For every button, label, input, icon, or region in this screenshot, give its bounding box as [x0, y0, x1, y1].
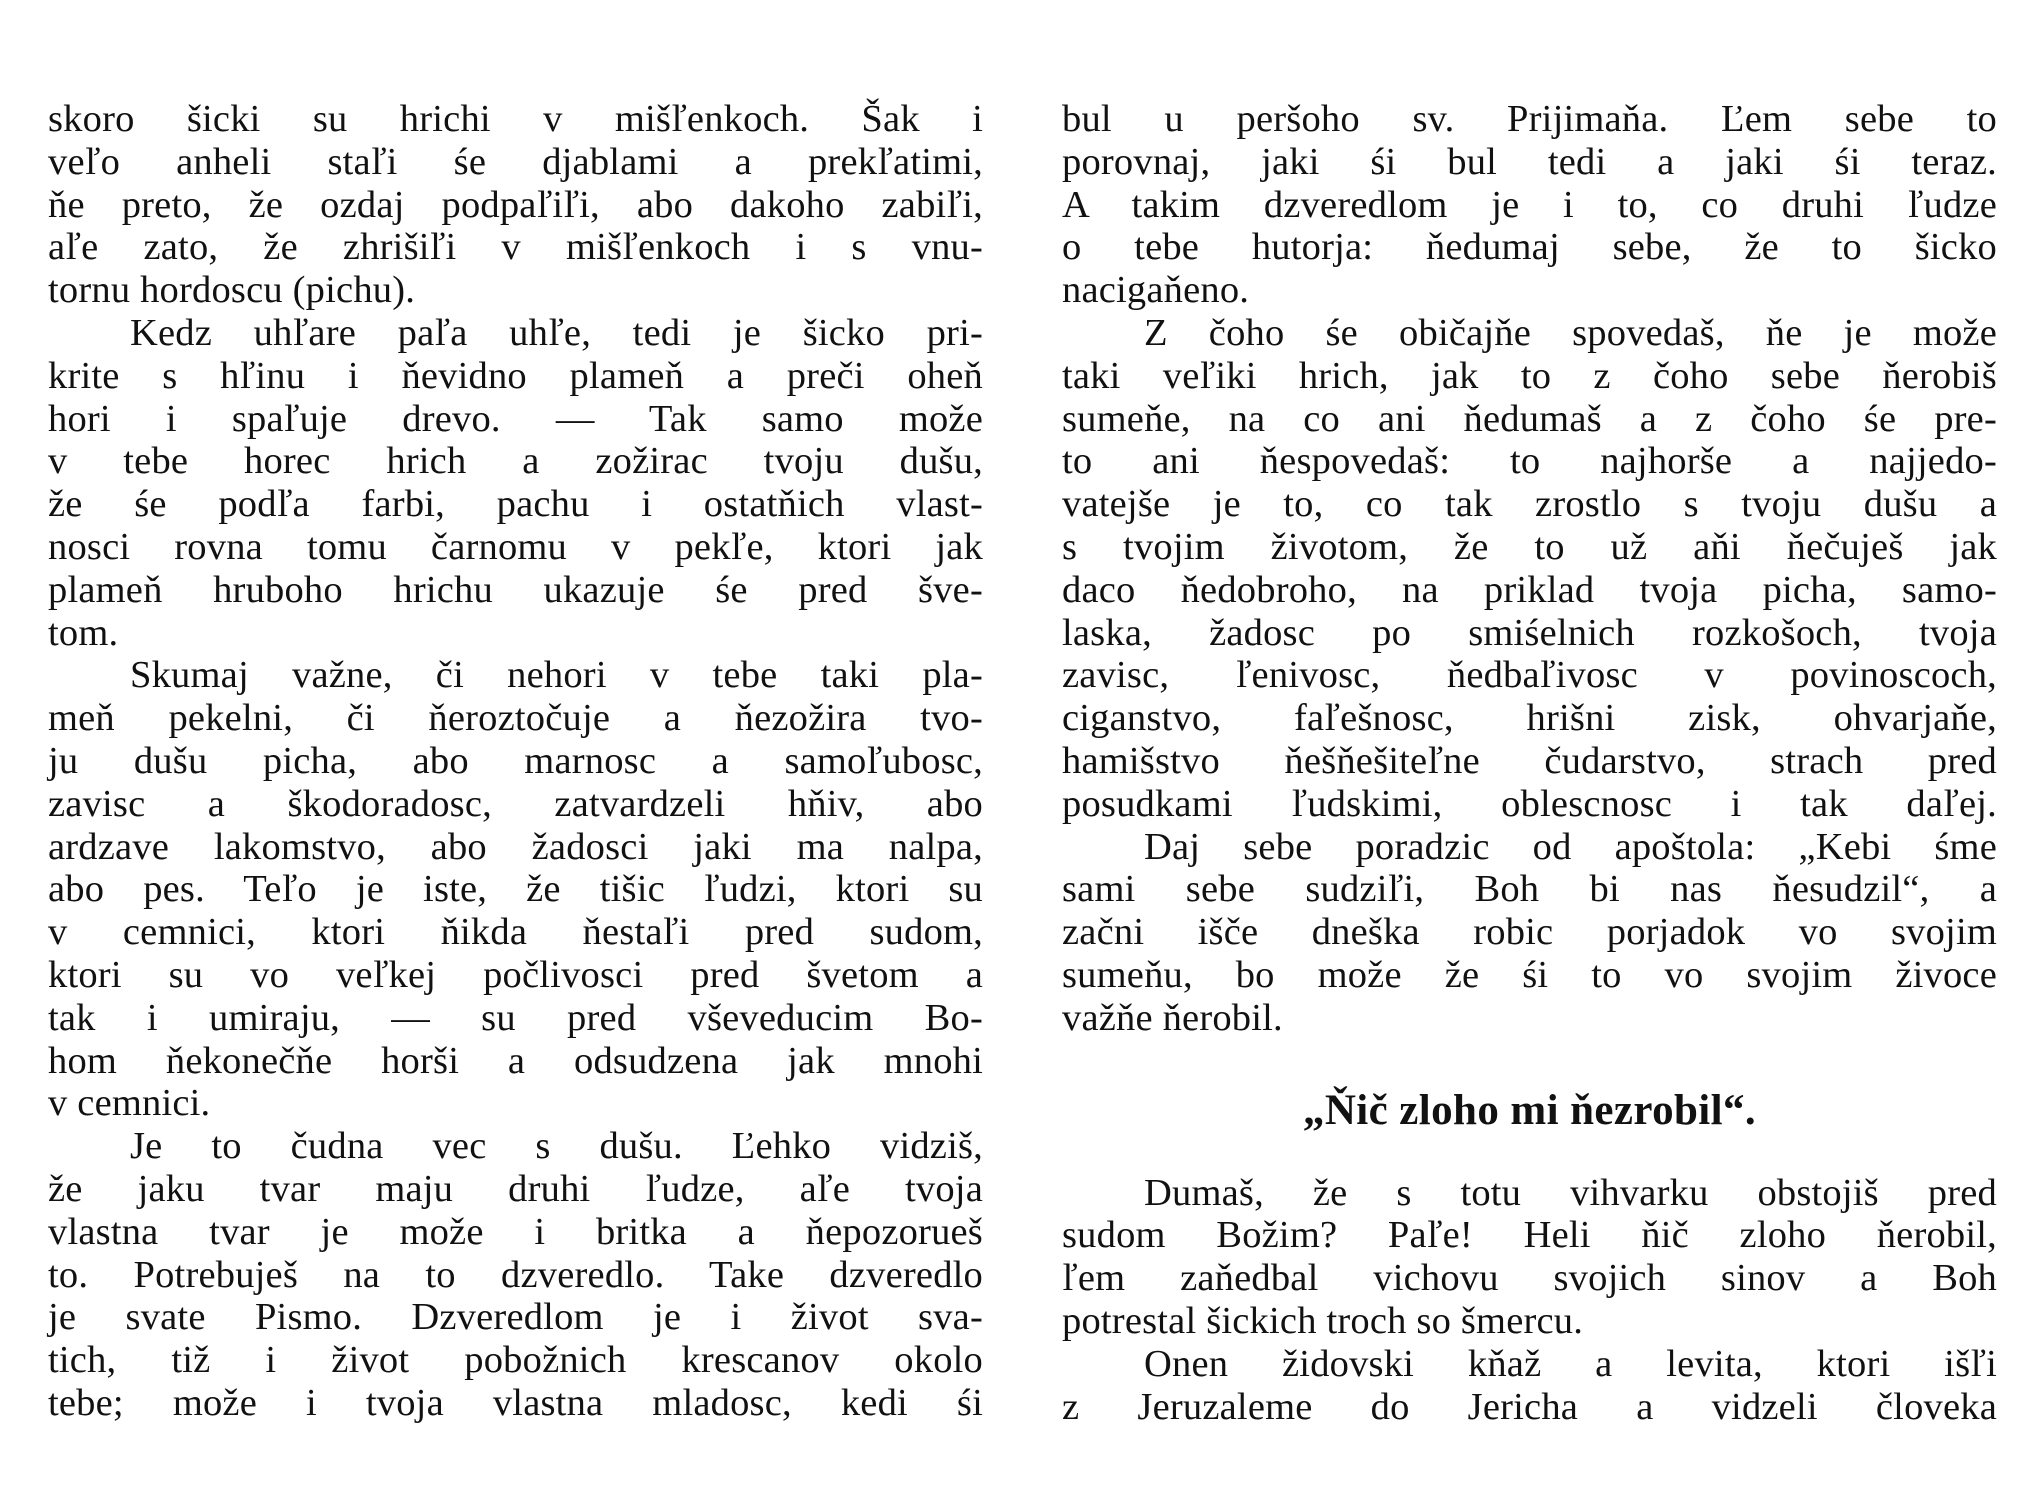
- text-line: je svate Pismo. Dzveredlom je i život sva-: [48, 1296, 983, 1339]
- text-line: sami sebe sudziľi, Boh bi nas ňesudzil“, a: [1062, 868, 1997, 911]
- text-line: o tebe hutorja: ňedumaj sebe, že to šicko: [1062, 226, 1997, 269]
- text-line: aľe zato, že zhrišiľi v mišľenkoch i s vnu-: [48, 226, 983, 269]
- text-line: nosci rovna tomu čarnomu v pekľe, ktori jak: [48, 525, 983, 568]
- text-line: ciganstvo, faľešnosc, hrišni zisk, ohvarjaňe,: [1062, 697, 1997, 740]
- text-line: ktori su vo veľkej počlivosci pred švetom a: [48, 953, 983, 996]
- text-line: nacigaňeno.: [1062, 269, 1250, 312]
- text-line: začni išče dneška robic porjadok vo svojim: [1062, 911, 1997, 954]
- text-line: tak i umiraju, — su pred vševeducim Bo-: [48, 996, 983, 1039]
- text-line: plameň hruboho hrichu ukazuje śe pred šve-: [48, 568, 983, 611]
- text-line: Z čoho śe običajňe spovedaš, ňe je može: [1144, 311, 1997, 354]
- text-line: z Jeruzaleme do Jericha a vidzeli človeka: [1062, 1385, 1997, 1428]
- text-line: skoro šicki su hrichi v mišľenkoch. Šak i: [48, 98, 983, 140]
- text-line: vlastna tvar je može i britka a ňepozorueš: [48, 1210, 983, 1253]
- text-line: tich, tiž i život pobožnich krescanov okolo: [48, 1339, 983, 1382]
- text-line: tornu hordoscu (pichu).: [48, 269, 416, 312]
- text-line: Daj sebe poradzic od apoštola: „Kebi śme: [1144, 825, 1997, 868]
- text-line: v tebe horec hrich a zožirac tvoju dušu,: [48, 440, 983, 483]
- spacer: [1062, 1040, 1997, 1084]
- text-line: krite s hľinu i ňevidno plameň a preči oheň: [48, 354, 983, 397]
- text-line: sumeňe, na co ani ňedumaš a z čoho śe pre-: [1062, 397, 1997, 440]
- text-line: A takim dzveredlom je i to, co druhi ľudze: [1062, 183, 1997, 226]
- text-line: porovnaj, jaki śi bul tedi a jaki śi teraz.: [1062, 140, 1997, 183]
- text-line: zavisc a škodoradosc, zatvardzeli hňiv, abo: [48, 782, 983, 825]
- text-line: tebe; može i tvoja vlastna mladosc, kedi śi: [48, 1381, 983, 1424]
- text-line: hom ňekonečňe horši a odsudzena jak mnohi: [48, 1039, 983, 1082]
- text-line: Je to čudna vec s dušu. Ľehko vidziš,: [130, 1125, 983, 1168]
- text-line: važňe ňerobil.: [1062, 996, 1283, 1039]
- text-line: ju dušu picha, abo marnosc a samoľubosc,: [48, 739, 983, 782]
- left-column: [48, 98, 983, 1425]
- text-line: bul u peršoho sv. Prijimaňa. Ľem sebe to: [1062, 98, 1997, 140]
- text-line: ňe preto, že ozdaj podpaľiľi, abo dakoho zabiľi,: [48, 183, 983, 226]
- text-line: ardzave lakomstvo, abo žadosci jaki ma nalpa,: [48, 825, 983, 868]
- text-line: v cemnici, ktori ňikda ňestaľi pred sudom,: [48, 911, 983, 954]
- text-line: tom.: [48, 611, 119, 654]
- spacer: [1062, 1138, 1997, 1172]
- text-line: hamišstvo ňešňešiteľne čudarstvo, strach pred: [1062, 739, 1997, 782]
- text-line: taki veľiki hrich, jak to z čoho sebe ňerobiš: [1062, 354, 1997, 397]
- text-line: potrestal šickich troch so šmercu.: [1062, 1299, 1584, 1342]
- text-line: sumeňu, bo može že śi to vo svojim živoce: [1062, 953, 1997, 996]
- text-line: vatejše je to, co tak zrostlo s tvoju dušu a: [1062, 483, 1997, 526]
- text-line: Skumaj važne, či nehori v tebe taki pla-: [130, 654, 983, 697]
- text-line: to. Potrebuješ na to dzveredlo. Take dzveredlo: [48, 1253, 983, 1296]
- text-line: zavisc, ľenivosc, ňedbaľivosc v povinoscoch,: [1062, 654, 1997, 697]
- text-line: daco ňedobroho, na priklad tvoja picha, samo-: [1062, 568, 1997, 611]
- section-heading: „Ňič zloho mi ňezrobil“.: [1302, 1086, 1757, 1134]
- text-line: Kedz uhľare paľa uhľe, tedi je šicko pri-: [130, 311, 983, 354]
- text-line: abo pes. Teľo je iste, že tišic ľudzi, ktori su: [48, 868, 983, 911]
- text-line: Onen židovski kňaž a levita, ktori išľi: [1144, 1342, 1997, 1385]
- text-line: laska, žadosc po smiśelnich rozkošoch, tvoja: [1062, 611, 1997, 654]
- text-line: že jaku tvar maju druhi ľudze, aľe tvoja: [48, 1167, 983, 1210]
- text-line: s tvojim životom, že to už aňi ňečuješ jak: [1062, 525, 1997, 568]
- text-line: to ani ňespovedaš: to najhorše a najjedo-: [1062, 440, 1997, 483]
- text-line: Dumaš, že s totu vihvarku obstojiš pred: [1144, 1171, 1997, 1214]
- text-line: že śe podľa farbi, pachu i ostatňich vlast-: [48, 483, 983, 526]
- text-line: sudom Božim? Paľe! Heli ňič zloho ňerobil,: [1062, 1214, 1997, 1257]
- right-column: [1062, 98, 1997, 1428]
- text-line: posudkami ľudskimi, oblescnosc i tak daľej.: [1062, 782, 1997, 825]
- text-line: meň pekelni, či ňeroztočuje a ňezožira tvo-: [48, 697, 983, 740]
- text-line: hori i spaľuje drevo. — Tak samo može: [48, 397, 983, 440]
- text-line: veľo anheli staľi śe djablami a prekľatimi,: [48, 140, 983, 183]
- text-line: ľem zaňedbal vichovu svojich sinov a Boh: [1062, 1257, 1997, 1300]
- text-line: v cemnici.: [48, 1082, 211, 1125]
